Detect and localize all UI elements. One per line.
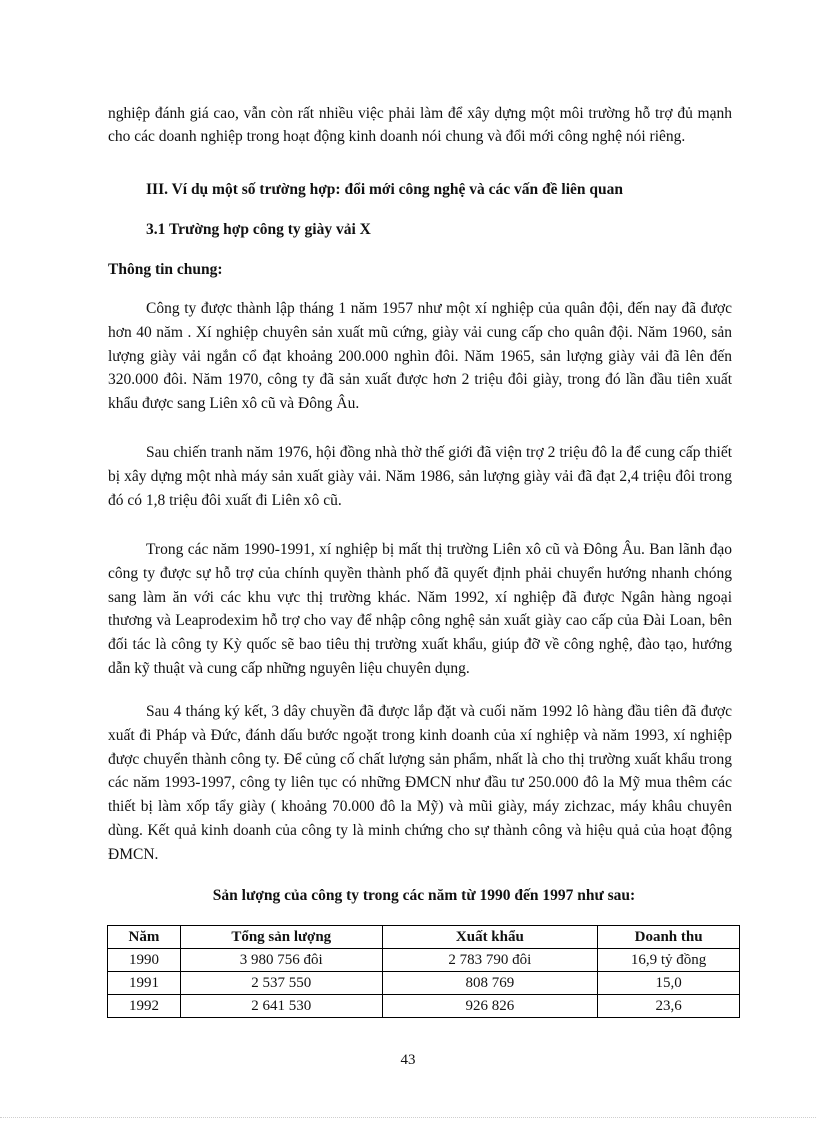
body-paragraph: Sau chiến tranh năm 1976, hội đồng nhà thờ thế giới đã viện trợ 2 triệu đô la để cung cấp thiết bị xây dựng một nhà máy sản xuất giày vải. Năm 1986, sản lượng giày vải đã đạt 2,4 triệu đôi trong đó có 1,8 triệu đôi xuất đi Liên xô cũ. bbox=[108, 444, 732, 509]
body-paragraph: Công ty được thành lập tháng 1 năm 1957 như một xí nghiệp của quân đội, đến nay đã được hơn 40 năm . Xí nghiệp chuyên sản xuất mũ cứng, giày vải cung cấp cho quân đội. Năm 1960, sản lượng giày vải ngắn cổ đạt khoảng 200.000 nghìn đôi. Năm 1965, sản lượng giày vải đã lên đến 320.000 đôi. Năm 1970, công ty đã sản xuất được hơn 2 triệu đôi giày, trong đó lần đầu tiên xuất khẩu được sang Liên xô cũ và Đông Âu. bbox=[108, 300, 732, 413]
body-paragraph: Sau 4 tháng ký kết, 3 dây chuyền đã được lắp đặt và cuối năm 1992 lô hàng đầu tiên đã được xuất đi Pháp và Đức, đánh dấu bước ngoặt trong kinh doanh của xí nghiệp và năm 1993, xí nghiệp được chuyển thành công ty. Để củng cố chất lượng sản phẩm, nhất là cho thị trường xuất khẩu trong các năm 1993-1997, công ty liên tục có những ĐMCN như đầu tư 250.000 đô la Mỹ mua thêm các thiết bị làm xốp tẩy giày ( khoảng 70.000 đô la Mỹ) và mũi giày, máy zichzac, máy khâu chuyên dùng. Kết quả kinh doanh của công ty là minh chứng cho sự thành công và hiệu quả của hoạt động ĐMCN. bbox=[108, 703, 732, 863]
table-cell: 1992 bbox=[108, 995, 181, 1018]
table-header-row bbox=[108, 926, 740, 949]
table-cell: 926 826 bbox=[382, 995, 598, 1018]
table-cell: 3 980 756 đôi bbox=[180, 949, 382, 972]
table-row bbox=[108, 995, 740, 1018]
page-number: 43 bbox=[400, 1052, 416, 1068]
page-bottom-divider bbox=[0, 1117, 816, 1118]
section-heading: III. Ví dụ một số trường hợp: đổi mới công nghệ và các vấn đề liên quan bbox=[146, 181, 624, 198]
table-row bbox=[108, 972, 740, 995]
header-cell: Doanh thu bbox=[598, 926, 740, 949]
table-caption: Sản lượng của công ty trong các năm từ 1990 đến 1997 như sau: bbox=[212, 887, 636, 904]
table-cell: 2 641 530 bbox=[180, 995, 382, 1018]
table-cell: 23,6 bbox=[598, 995, 740, 1018]
header-cell: Tổng sản lượng bbox=[180, 926, 382, 949]
header-cell: Xuất khẩu bbox=[382, 926, 598, 949]
table-cell: 1991 bbox=[108, 972, 181, 995]
table-cell: 808 769 bbox=[382, 972, 598, 995]
production-table bbox=[107, 925, 740, 1018]
table-cell: 15,0 bbox=[598, 972, 740, 995]
header-cell: Năm bbox=[108, 926, 181, 949]
table-cell: 1990 bbox=[108, 949, 181, 972]
general-info-heading: Thông tin chung: bbox=[108, 261, 223, 278]
table-cell: 2 783 790 đôi bbox=[382, 949, 598, 972]
body-paragraph: Trong các năm 1990-1991, xí nghiệp bị mất thị trường Liên xô cũ và Đông Âu. Ban lãnh đạo công ty được sự hỗ trợ của chính quyền thành phố đã quyết định phải chuyển hướng nhanh chóng sang làm ăn với các khu vực thị trường khác. Năm 1992, xí nghiệp đã được Ngân hàng ngoại thương và Leaprodexim hỗ trợ cho vay để nhập công nghệ sản xuất giày cao cấp của Đài Loan, bên đối tác là công ty Kỳ quốc sẽ bao tiêu thị trường xuất khẩu, giúp đỡ về công nghệ, đào tạo, hướng dẫn kỹ thuật và cung cấp những nguyên liệu chuyên dụng. bbox=[108, 541, 732, 677]
intro-paragraph: nghiệp đánh giá cao, vẫn còn rất nhiều việc phải làm để xây dựng một môi trường hỗ trợ đủ mạnh cho các doanh nghiệp trong hoạt động kinh doanh nói chung và đổi mới công nghệ nói riêng. bbox=[108, 105, 732, 145]
table-cell: 2 537 550 bbox=[180, 972, 382, 995]
table-cell: 16,9 tỷ đồng bbox=[598, 949, 740, 972]
subsection-heading: 3.1 Trường hợp công ty giày vải X bbox=[146, 221, 371, 238]
table-row bbox=[108, 949, 740, 972]
